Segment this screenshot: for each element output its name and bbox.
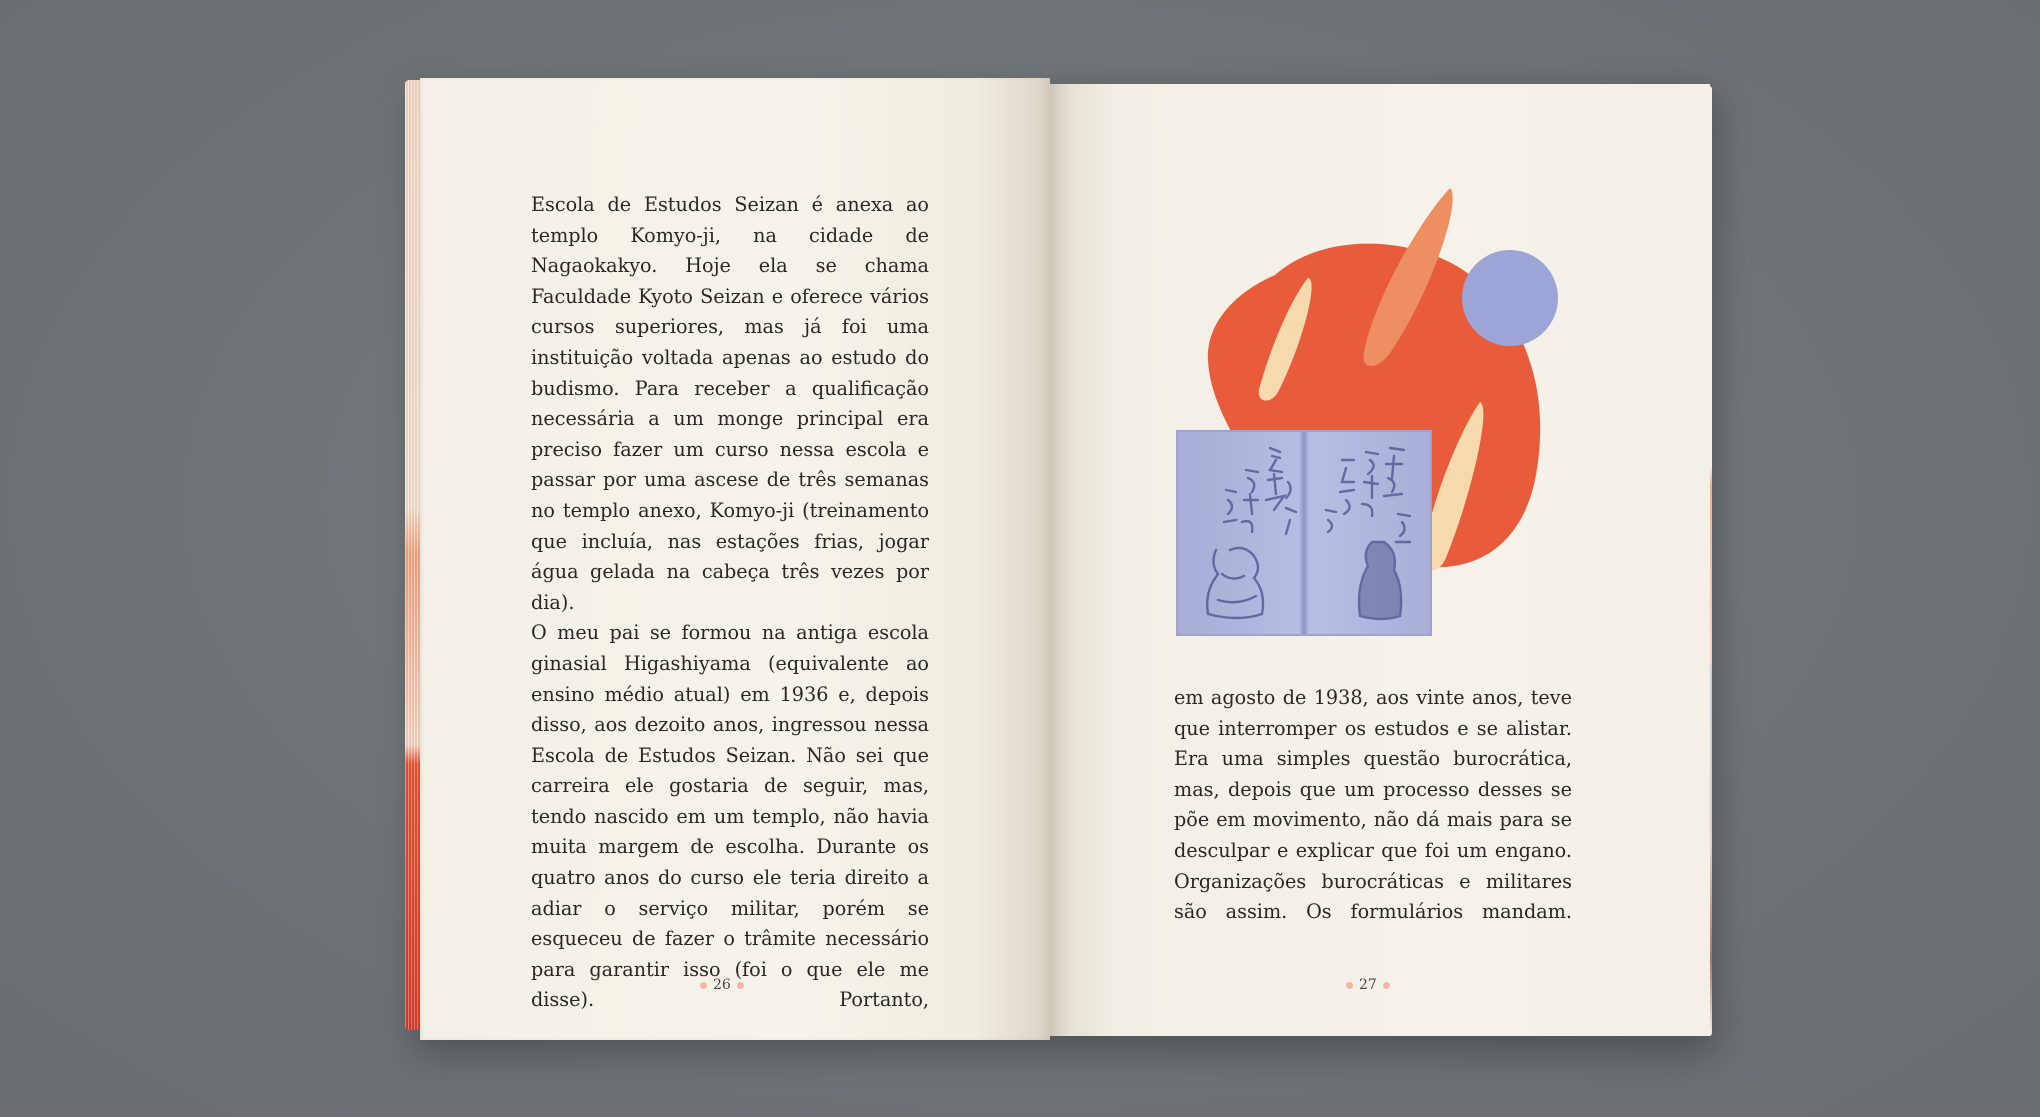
left-paragraph-2: O meu pai se formou na antiga escola ginasial Higashiyama (equivalente ao ensino médio atual) em 1936 e, depois disso, aos dezoito anos, ingressou nessa Escola de Estudos Seizan. Não sei que carreira ele gostaria de seguir, mas, tendo nascido em um templo, não havia muita margem de escolha. Durante os quatro anos do curso ele teria direito a adiar o serviço militar, porém se esqueceu de fazer o trâmite necessário para garantir isso (foi o que ele me disse). Portanto, — [531, 621, 929, 1012]
right-paragraph-1: em agosto de 1938, aos vinte anos, teve que interromper os estudos e se alistar. Era uma simples questão burocrática, mas, depois que um processo desses se põe em movimento, não dá mais para se desculpar e explicar que foi um engano. Organizações burocráticas e militares são assim. Os formulários mandam. — [1174, 686, 1572, 924]
page-number-left-text: 26 — [713, 977, 731, 993]
folio-dot-icon — [1383, 982, 1390, 989]
archival-book-photo — [1176, 430, 1432, 636]
folio-dot-icon — [737, 982, 744, 989]
folio-dot-icon — [700, 982, 707, 989]
calligraphy-drawing — [1176, 430, 1432, 636]
left-paragraph-1: Escola de Estudos Seizan é anexa ao templo Komyo-ji, na cidade de Nagaokakyo. Hoje ela se chama Faculdade Kyoto Seizan e oferece vários cursos superiores, mas já foi uma instituição voltada apenas ao estudo do budismo. Para receber a qualificação necessária a um monge principal era preciso fazer um curso nessa escola e passar por uma ascese de três semanas no templo anexo, Komyo-ji (treinamento que incluía, nas estações frias, jogar água gelada na cabeça três vezes por dia). — [531, 193, 929, 614]
left-page-text — [531, 190, 929, 1016]
folio-dot-icon — [1346, 982, 1353, 989]
right-page-text — [1174, 683, 1572, 928]
lavender-circle-shape — [1462, 250, 1558, 346]
page-number-right — [1346, 977, 1390, 993]
page-number-right-text: 27 — [1359, 977, 1377, 993]
page-number-left — [700, 977, 744, 993]
